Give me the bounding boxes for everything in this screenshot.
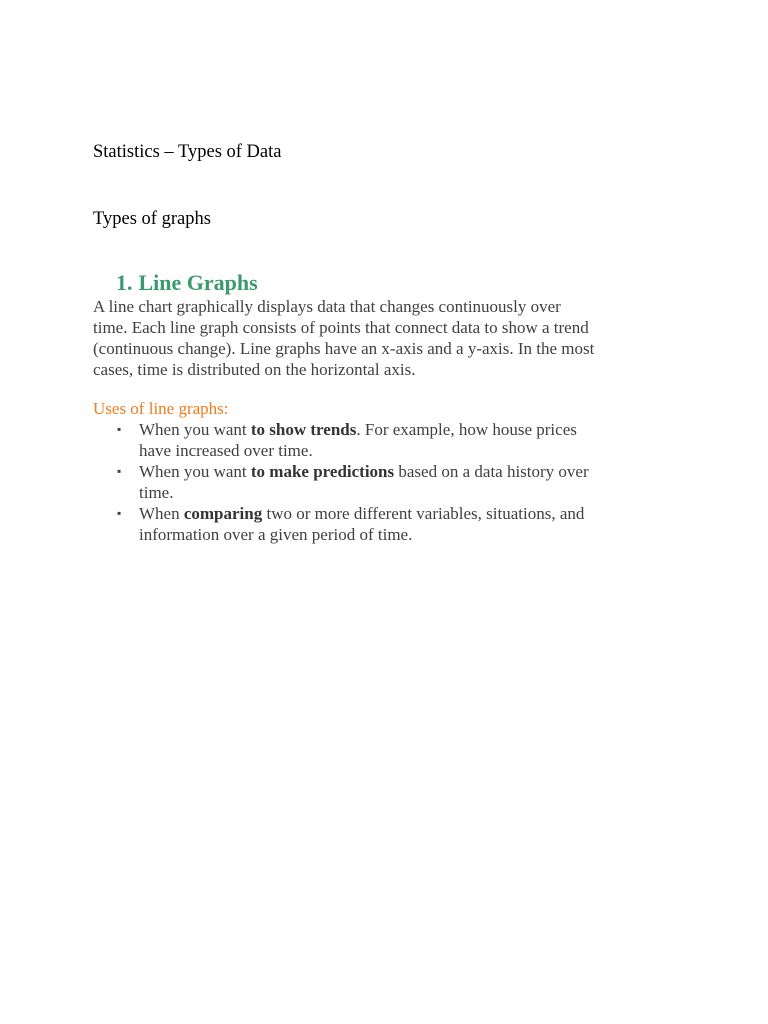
list-item-line [139, 419, 693, 440]
list-item-line: have increased over time. [139, 441, 313, 460]
list-item-emphasis: comparing [183, 504, 263, 523]
list-item-text: based on a data history over [394, 462, 589, 481]
bullet-icon: ▪ [117, 422, 122, 436]
list-item-line [139, 503, 693, 524]
list-item-emphasis: to make predictions [250, 462, 395, 481]
paragraph-line: A line chart graphically displays data that changes continuously over [93, 297, 561, 316]
list-item-text: When [139, 504, 184, 523]
list-item-text: When you want [139, 420, 251, 439]
bullet-icon: ▪ [117, 506, 122, 520]
bullet-icon: ▪ [117, 464, 122, 478]
section-label: Types of graphs [93, 209, 211, 229]
list-item [93, 461, 693, 503]
paragraph-line: time. Each line graph consists of points that connect data to show a trend [93, 318, 589, 337]
document-title: Statistics – Types of Data [93, 142, 282, 162]
list-item-line: information over a given period of time. [139, 525, 413, 544]
list-item [93, 419, 693, 461]
section-heading [116, 270, 258, 296]
paragraph-line: (continuous change). Line graphs have an x-axis and a y-axis. In the most [93, 339, 595, 358]
section-heading-text: Line Graphs [138, 270, 258, 295]
list-item-line: time. [139, 483, 174, 502]
list-item [93, 503, 693, 545]
uses-list [93, 419, 693, 545]
section-number: 1. [116, 270, 133, 295]
section-paragraph [93, 296, 673, 380]
list-item-text: . For example, how house prices [356, 420, 577, 439]
paragraph-line: cases, time is distributed on the horizontal axis. [93, 360, 416, 379]
uses-label: Uses of line graphs: [93, 399, 229, 418]
list-item-emphasis: to show trends [250, 420, 357, 439]
list-item-text: When you want [139, 462, 251, 481]
list-item-text: two or more different variables, situations, and [262, 504, 585, 523]
list-item-line [139, 461, 693, 482]
